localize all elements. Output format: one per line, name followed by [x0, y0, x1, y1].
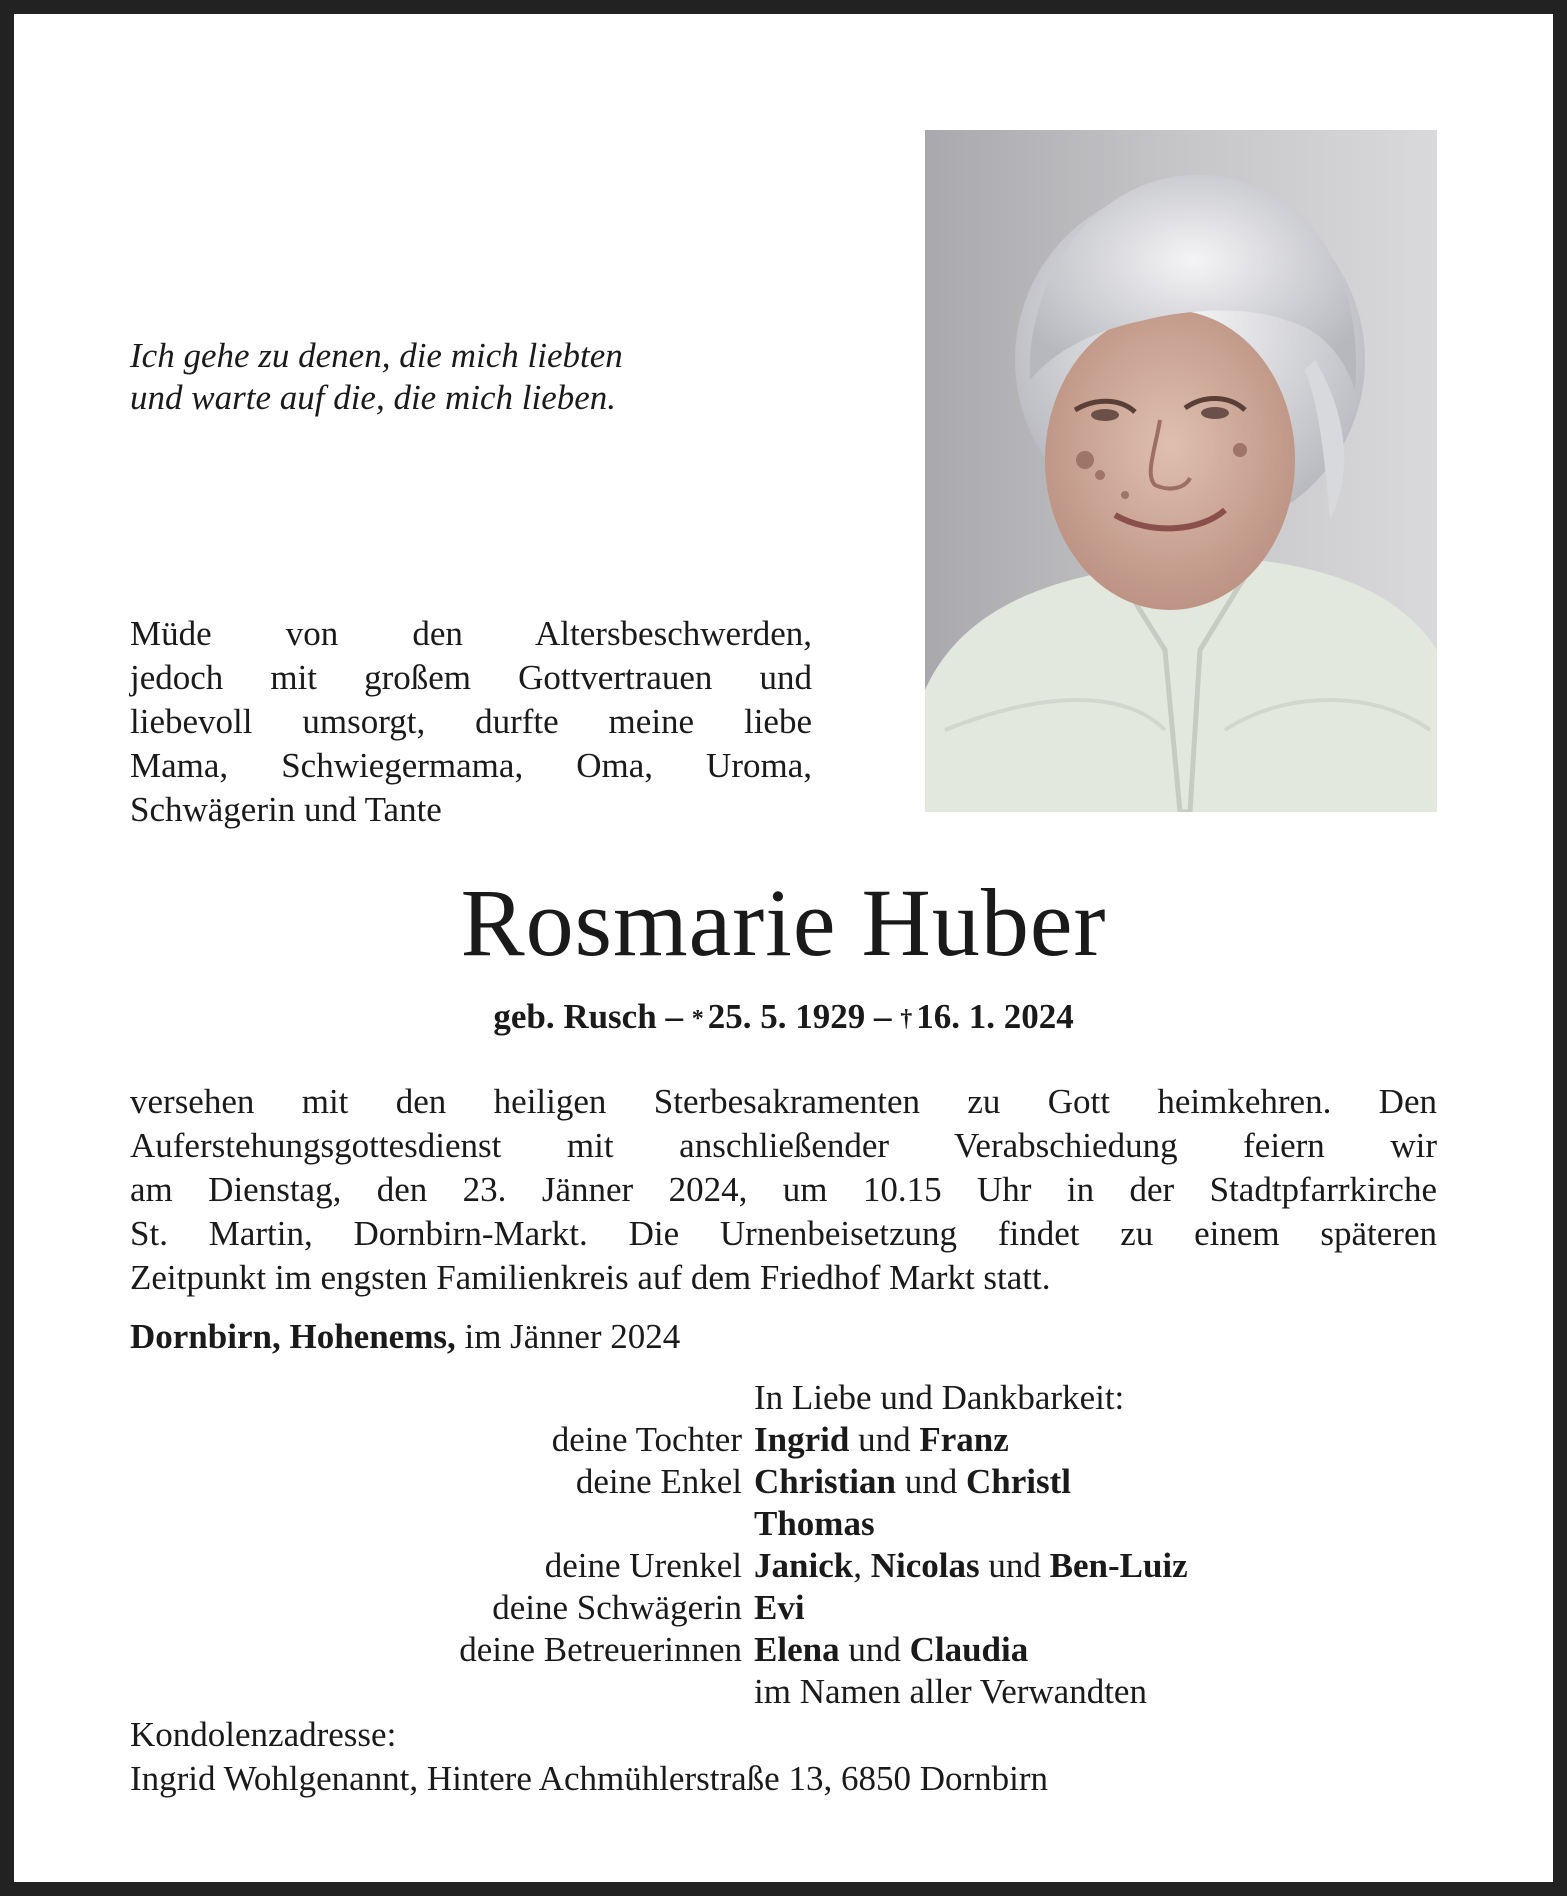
condolence-address-line: Ingrid Wohlgenannt, Hintere Achmühlerstraße 13, 6850 Dornbirn — [130, 1759, 1048, 1798]
death-symbol: † — [900, 1006, 913, 1032]
family-row: deine Betreuerinnen Elena und Claudia — [130, 1629, 1437, 1671]
birth-symbol: * — [691, 1006, 704, 1032]
portrait-photo — [925, 130, 1437, 812]
life-dates — [0, 995, 1567, 1039]
family-name: Evi — [754, 1588, 805, 1627]
family-row — [130, 1503, 1437, 1545]
date: im Jänner 2024 — [464, 1317, 681, 1356]
family-name: Ben-Luiz — [1049, 1546, 1188, 1585]
family-name: Christl — [965, 1462, 1071, 1501]
family-row: deine Tochter Ingrid und Franz — [130, 1419, 1437, 1461]
relation: deine Betreuerinnen — [459, 1630, 742, 1669]
family-name: Christian — [754, 1462, 896, 1501]
places: Dornbirn, Hohenems, — [130, 1317, 456, 1356]
family-row: deine Enkel Christian und Christl — [130, 1461, 1437, 1503]
death-date: 16. 1. 2024 — [916, 997, 1074, 1036]
quote-line: und warte auf die, die mich lieben. — [130, 378, 617, 417]
relation — [130, 1503, 742, 1545]
family-closing: im Namen aller Verwandten — [754, 1672, 1147, 1711]
intro-line: Mama, Schwiegermama, Oma, Uroma, — [130, 746, 812, 785]
condolence-address — [130, 1713, 1048, 1801]
birth-name: geb. Rusch — [493, 997, 657, 1036]
intro-line: liebevoll umsorgt, durfte meine liebe — [130, 702, 812, 741]
family-list — [130, 1377, 1437, 1713]
quote-line: Ich gehe zu denen, die mich liebten — [130, 336, 623, 375]
family-name: Franz — [919, 1420, 1009, 1459]
body-line: Zeitpunkt im engsten Familienkreis auf dem Friedhof Markt statt. — [130, 1258, 1051, 1297]
relation: deine Tochter — [551, 1420, 742, 1459]
separator: – — [656, 997, 692, 1036]
body-line: am Dienstag, den 23. Jänner 2024, um 10.15 Uhr in der Stadtpfarrkirche — [130, 1170, 1437, 1209]
memorial-quote — [130, 335, 750, 419]
family-name: Claudia — [909, 1630, 1029, 1669]
condolence-label: Kondolenzadresse: — [130, 1715, 397, 1754]
family-heading-row — [130, 1377, 1437, 1419]
body-line: Auferstehungsgottesdienst mit anschließender Verabschiedung feiern wir — [130, 1126, 1437, 1165]
relation: deine Urenkel — [544, 1546, 742, 1585]
family-row: deine Urenkel Janick, Nicolas und Ben-Luiz — [130, 1545, 1437, 1587]
family-row — [130, 1587, 1437, 1629]
family-name: Elena — [754, 1630, 840, 1669]
family-name: Thomas — [754, 1504, 875, 1543]
body-line: versehen mit den heiligen Sterbesakramenten zu Gott heimkehren. Den — [130, 1082, 1437, 1121]
birth-date: 25. 5. 1929 — [707, 997, 866, 1036]
intro-line: Müde von den Altersbeschwerden, — [130, 614, 812, 653]
family-name: Nicolas — [870, 1546, 980, 1585]
separator: – — [865, 997, 901, 1036]
intro-line: Schwägerin und Tante — [130, 790, 442, 829]
intro-line: jedoch mit großem Gottvertrauen und — [130, 658, 812, 697]
relation: deine Schwägerin — [492, 1588, 742, 1627]
family-heading: In Liebe und Dankbarkeit: — [754, 1378, 1125, 1417]
place-and-date — [130, 1315, 680, 1359]
deceased-name: Rosmarie Huber — [460, 869, 1107, 976]
body-line: St. Martin, Dornbirn-Markt. Die Urnenbeisetzung findet zu einem späteren — [130, 1214, 1437, 1253]
family-name: Janick — [754, 1546, 854, 1585]
intro-text — [130, 612, 812, 832]
family-closing-row — [130, 1671, 1437, 1713]
family-name: Ingrid — [754, 1420, 850, 1459]
relation: deine Enkel — [575, 1462, 742, 1501]
announcement-text — [130, 1080, 1437, 1300]
